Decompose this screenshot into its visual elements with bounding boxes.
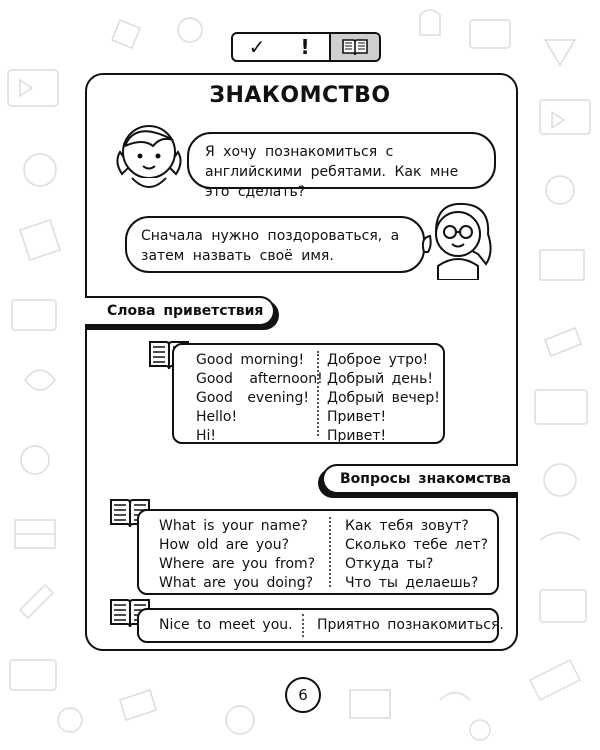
list-item: Hi!: [196, 428, 217, 444]
questions-vocab-box: [137, 509, 499, 595]
list-item: Приятно познакомиться.: [317, 617, 504, 633]
list-item: What is your name?: [159, 518, 308, 534]
list-item: Доброе утро!: [327, 352, 429, 368]
list-item: Where are you from?: [159, 556, 316, 572]
phrase-english: [159, 616, 293, 635]
speech-bubble-teacher: [125, 216, 425, 273]
phrase-box: [137, 608, 504, 643]
list-item: Привет!: [327, 428, 387, 444]
greetings-russian-column: [327, 351, 440, 446]
list-item: Good evening!: [196, 390, 309, 406]
questions-title: Вопросы знакомства: [340, 471, 511, 487]
greetings-title: Слова приветствия: [107, 303, 264, 319]
girl-avatar: [108, 112, 190, 194]
list-item: Что ты делаешь?: [345, 575, 479, 591]
girl-question-text: Я хочу познакомиться с английскими ребятами. Как мне это сделать?: [205, 144, 459, 200]
column-divider: [302, 614, 304, 637]
page-number: 6: [285, 677, 321, 713]
greetings-header: [85, 296, 275, 326]
list-item: Как тебя зовут?: [345, 518, 469, 534]
speech-bubble-girl: [187, 132, 496, 200]
list-item: Добрый день!: [327, 371, 433, 387]
check-tab[interactable]: ✓: [248, 35, 266, 59]
greetings-english-column: [196, 351, 323, 446]
list-item: Good afternoon!: [196, 371, 323, 387]
list-item: Good morning!: [196, 352, 305, 368]
page-title: ЗНАКОМСТВО: [209, 83, 391, 108]
list-item: Откуда ты?: [345, 556, 434, 572]
list-item: What are you doing?: [159, 575, 314, 591]
list-item: Сколько тебе лет?: [345, 537, 489, 553]
phrase-russian: [317, 616, 504, 635]
list-item: Добрый вечер!: [327, 390, 440, 406]
questions-header: [322, 464, 518, 494]
greetings-vocab-box: [172, 343, 445, 444]
book-icon: [341, 38, 369, 56]
list-item: Hello!: [196, 409, 238, 425]
list-item: How old are you?: [159, 537, 290, 553]
top-tab-bar: [231, 32, 381, 62]
exclaim-tab[interactable]: !: [300, 35, 310, 59]
teacher-avatar: [418, 196, 500, 280]
questions-russian-column: [345, 517, 488, 593]
list-item: Привет!: [327, 409, 387, 425]
teacher-answer-text: Сначала нужно поздороваться, а затем назвать своё имя.: [141, 228, 400, 264]
questions-english-column: [159, 517, 315, 593]
column-divider: [317, 351, 319, 436]
book-tab[interactable]: [329, 34, 379, 60]
column-divider: [329, 517, 331, 587]
list-item: Nice to meet you.: [159, 617, 293, 633]
